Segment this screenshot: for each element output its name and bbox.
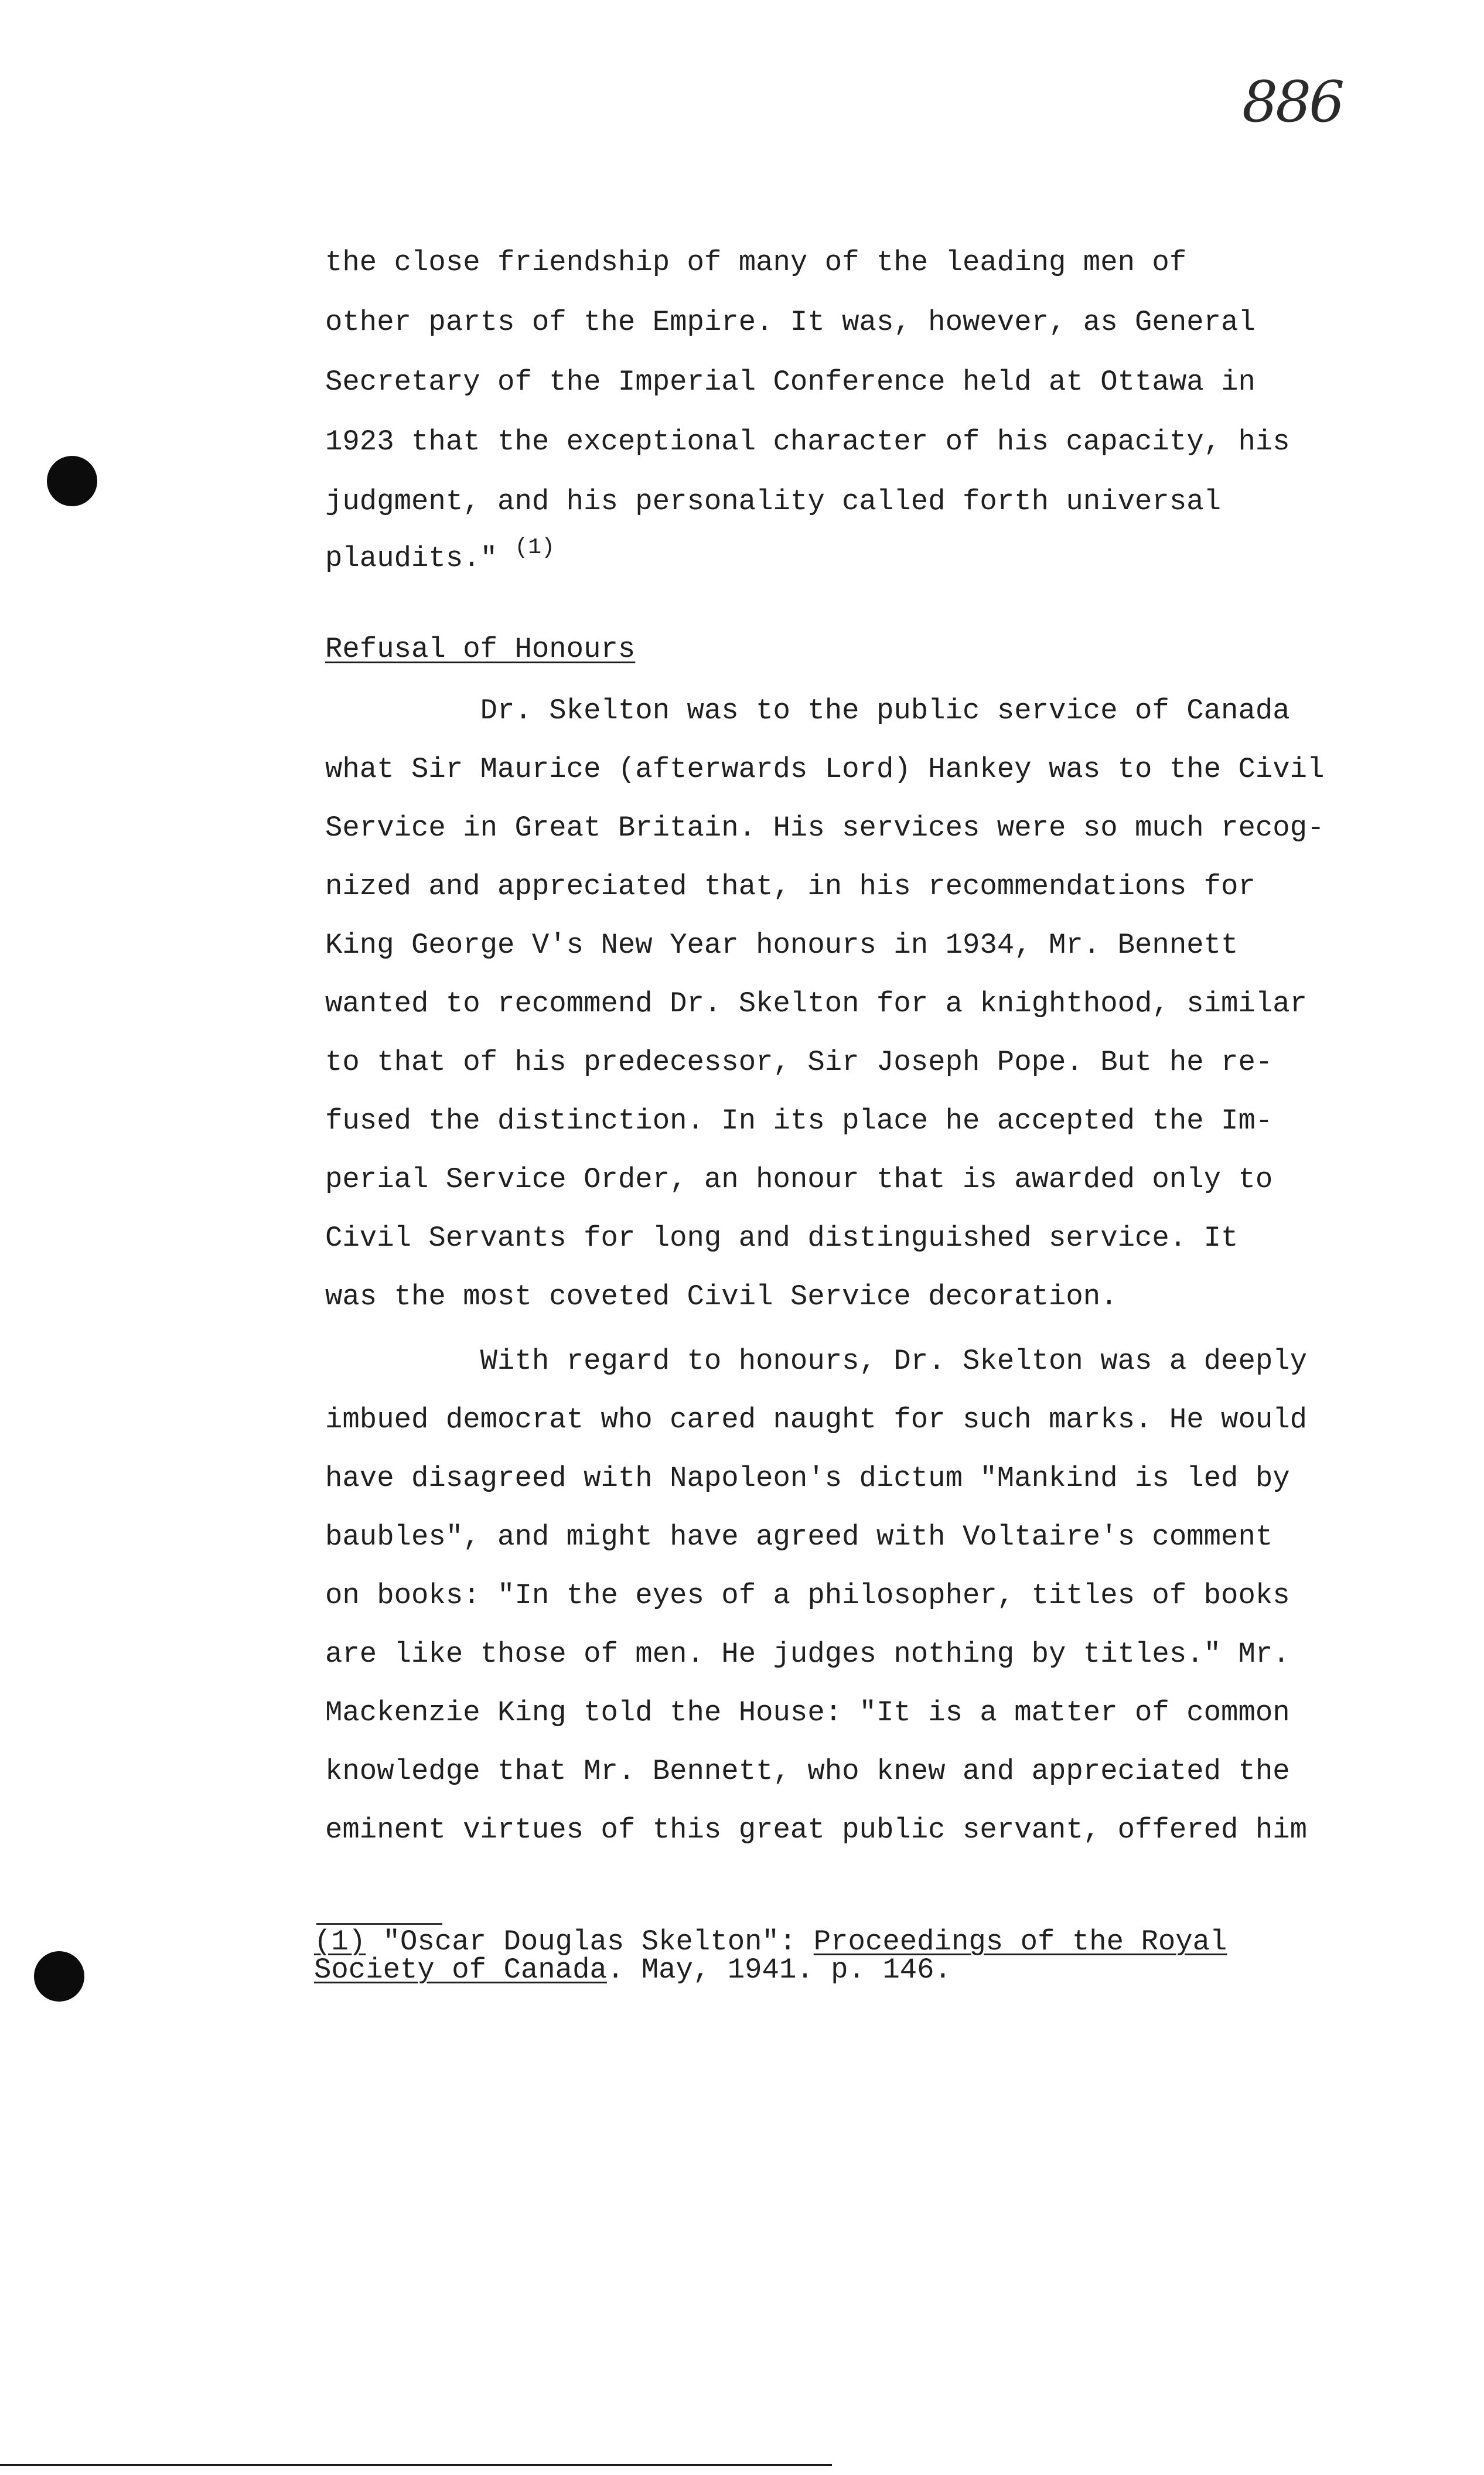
text-line: King George V's New Year honours in 1934, Mr. Bennett [325, 929, 1239, 962]
text-line: Secretary of the Imperial Conference held at Ottawa in [325, 366, 1256, 398]
footnote-reference: (1) [514, 535, 555, 560]
text-line: With regard to honours, Dr. Skelton was a deeply [325, 1345, 1308, 1378]
text-line: on books: "In the eyes of a philosopher, titles of books [325, 1579, 1290, 1612]
punch-hole-top [47, 456, 97, 506]
footnote-rule [316, 1923, 442, 1925]
text-line: nized and appreciated that, in his recommendations for [325, 870, 1256, 903]
footnote-source-line2: Society of Canada [314, 1954, 607, 1986]
text-line: wanted to recommend Dr. Skelton for a knighthood, similar [325, 987, 1308, 1020]
text-line: perial Service Order, an honour that is awarded only to [325, 1163, 1273, 1196]
text-line: Dr. Skelton was to the public service of Canada [325, 694, 1290, 727]
text-line: eminent virtues of this great public servant, offered him [325, 1813, 1308, 1846]
text-line: are like those of men. He judges nothing by titles." Mr. [325, 1638, 1290, 1671]
footnote-details: . May, 1941. p. 146. [606, 1954, 951, 1986]
text-line-with-ref [325, 535, 555, 575]
section-heading: Refusal of Honours [325, 633, 636, 666]
footnote-source-line1: Proceedings of the Royal [813, 1925, 1227, 1958]
text-line: judgment, and his personality called forth universal [325, 485, 1222, 518]
text-line: baubles", and might have agreed with Voltaire's comment [325, 1521, 1273, 1553]
text-line: have disagreed with Napoleon's dictum "Mankind is led by [325, 1462, 1290, 1495]
footnote [314, 1925, 1227, 1986]
text-line: other parts of the Empire. It was, however, as General [325, 306, 1256, 339]
punch-hole-bottom [34, 1951, 84, 2002]
text-line: knowledge that Mr. Bennett, who knew and appreciated the [325, 1755, 1290, 1788]
text-line: plaudits." [325, 542, 498, 575]
text-line: 1923 that the exceptional character of his capacity, his [325, 425, 1290, 458]
footnote-marker: (1) [314, 1925, 366, 1958]
text-line: Mackenzie King told the House: "It is a matter of common [325, 1696, 1290, 1729]
text-line: fused the distinction. In its place he accepted the Im- [325, 1104, 1273, 1137]
text-line: the close friendship of many of the leading men of [325, 246, 1187, 279]
text-line: what Sir Maurice (afterwards Lord) Hankey was to the Civil [325, 753, 1325, 786]
page-number: 886 [1242, 69, 1343, 135]
text-line: to that of his predecessor, Sir Joseph Pope. But he re- [325, 1046, 1273, 1079]
text-line: Civil Servants for long and distinguished service. It [325, 1222, 1239, 1254]
scan-edge-line [0, 2464, 832, 2466]
footnote-quote: "Oscar Douglas Skelton": [366, 1925, 814, 1958]
text-line: imbued democrat who cared naught for such marks. He would [325, 1403, 1308, 1436]
text-line: Service in Great Britain. His services were so much recog- [325, 812, 1325, 844]
text-line: was the most coveted Civil Service decoration. [325, 1280, 1118, 1313]
